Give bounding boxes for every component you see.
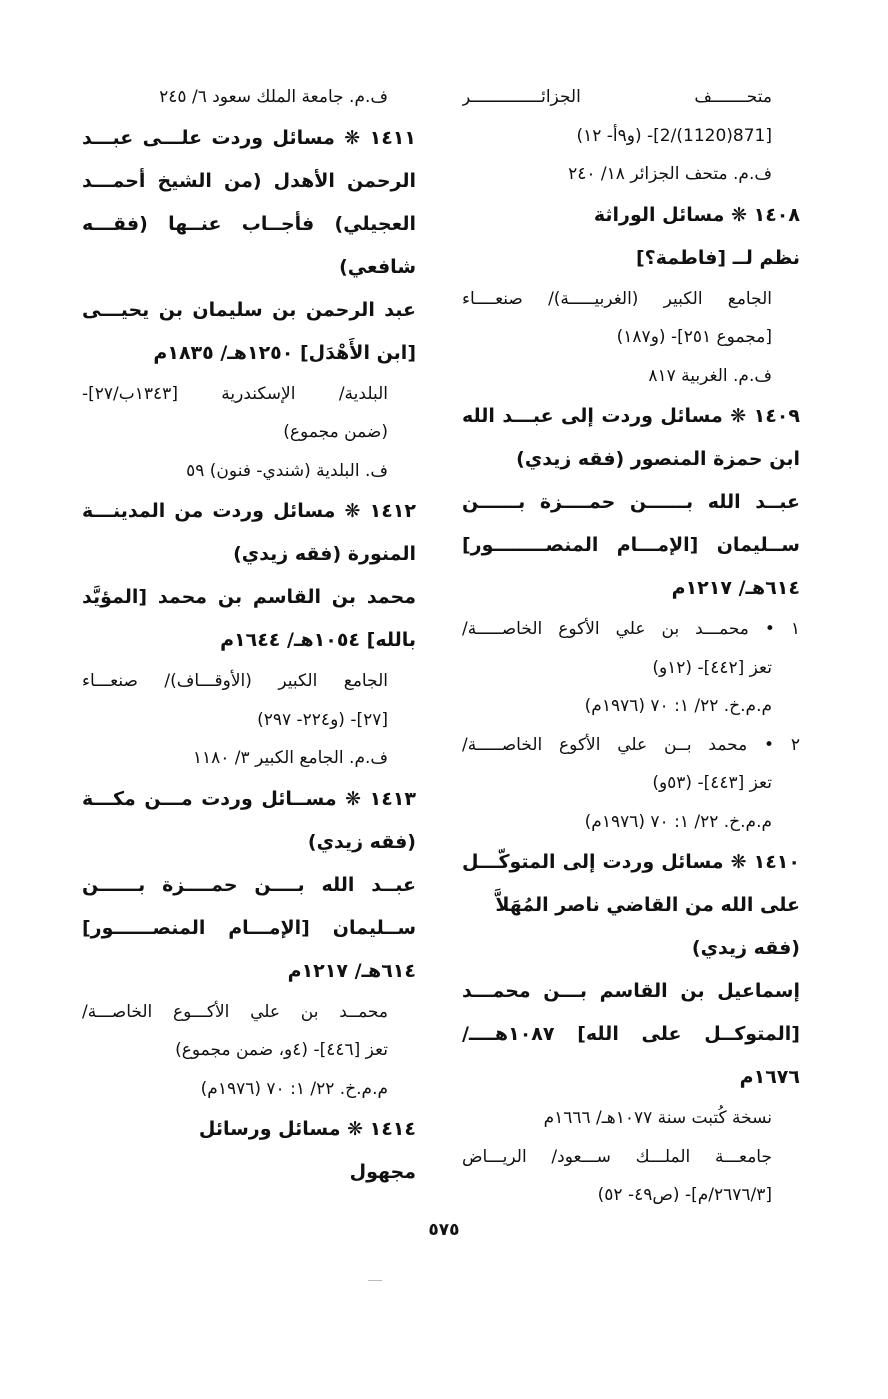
entry-heading-line: محمد بن القاسم بن محمد [المؤيَّد [82, 586, 416, 608]
entry-detail-line: م.م.خ. ٢٢/ ١: ٧٠ (١٩٧٦م) [584, 696, 772, 716]
entry-detail-line: م.م.خ. ٢٢/ ١: ٧٠ (١٩٧٦م) [584, 811, 772, 832]
entry-detail-line: [مجموع ٢٥١]- (و١٨٧) [616, 327, 772, 347]
entry-detail-line: ف. البلدية (شندي- فنون) ٥٩ [186, 460, 388, 481]
entry-heading-line: ١٤١٣ ❋ مســائل وردت مـــن مكـــة [82, 787, 416, 810]
decorative-dash [368, 1280, 382, 1281]
entry-detail-line: الجامع الكبير (الأوقـــاف)/ صنعـــاء [82, 671, 388, 691]
entry-heading-line: ١٤١٢ ❋ مسائل وردت من المدينـــة [82, 500, 416, 522]
entry-detail-line: ف.م. الغربية ٨١٧ [648, 365, 772, 386]
entry-heading-line: نظم لــ [فاطمة؟] [635, 246, 800, 269]
entry-detail-line: ٢ • محمد بــن علي الأكوع الخاصـــــة/ [462, 734, 800, 755]
entry-heading-line: العجيلي) فأجــاب عنــها (فقـــه [82, 212, 416, 235]
left-column [82, 78, 416, 1194]
entry-heading-line: ٦١٤هـ/ ١٢١٧م [287, 959, 416, 982]
page-number: ٥٧٥ [428, 1220, 460, 1240]
entry-heading-line: إسماعيل بن القاسم بـــن محمـــد [462, 980, 800, 1002]
entry-heading-line: ١٤٠٨ ❋ مسائل الوراثة [593, 203, 800, 226]
entry-detail-line: تعز [٤٤٣]- (٥٣و) [652, 773, 772, 793]
entry-heading-line: (فقه زيدي) [307, 830, 416, 853]
entry-detail-line: ف.م. متحف الجزائر ١٨/ ٢٤٠ [568, 164, 772, 184]
entry-heading-line: شافعي) [339, 255, 416, 278]
entry-heading-line: على الله من القاضي ناصر المُهَلاَّ [495, 894, 800, 916]
entry-detail-line: [٢٦٧٦/٣/م]- (ص٤٩- ٥٢) [597, 1185, 772, 1205]
entry-heading-line: ابن حمزة المنصور (فقه زيدي) [516, 448, 800, 470]
entry-heading-line: ســليمان [الإمـــام المنصــــــور] [82, 916, 416, 939]
entry-heading-line: الرحمن الأهدل (من الشيخ أحمـــد [82, 169, 416, 192]
entry-detail-line: تعز [٤٤٢]- (١٢و) [652, 657, 772, 678]
entry-detail-line: البلدية/ الإسكندرية [١٣٤٣ب/٢٧]- [82, 383, 388, 404]
entry-heading-line: [ابن الأَهْدَل] ١٢٥٠هـ/ ١٨٣٥م [153, 341, 416, 364]
entry-detail-line: الجامع الكبير (الغربيـــــة)/ صنعــــاء [462, 288, 772, 309]
entry-heading-line: مجهول [349, 1161, 416, 1183]
entry-detail-line: [871(1120)/2]- (و٩أ- ١٢) [576, 125, 772, 146]
entry-detail-line: جامعـــة الملـــك ســـعود/ الريـــاض [462, 1146, 772, 1167]
entry-heading-line: بالله] ١٠٥٤هـ/ ١٦٤٤م [220, 629, 416, 651]
entry-detail-line: ف.م. الجامع الكبير ٣/ ١١٨٠ [192, 748, 388, 768]
entry-detail-line: ف.م. جامعة الملك سعود ٦/ ٢٤٥ [159, 87, 388, 107]
entry-detail-line: (ضمن مجموع) [283, 422, 388, 442]
entry-detail-line: [٢٧]- (و٢٢٤- ٢٩٧) [257, 709, 388, 730]
entry-heading-line: ٦١٤هـ/ ١٢١٧م [671, 577, 800, 599]
entry-heading-line: عبد الرحمن بن سليمان بن يحيـــى [82, 298, 416, 321]
entry-detail-line: تعز [٤٤٦]- (٤و، ضمن مجموع) [175, 1040, 388, 1060]
entry-heading-line: ١٤٠٩ ❋ مسائل وردت إلى عبـــد الله [462, 405, 800, 427]
entry-heading-line: المنورة (فقه زيدي) [233, 543, 416, 565]
entry-heading-line: عبــد الله بــــن حمــــزة بــــــن [82, 873, 416, 896]
entry-heading-line: عبــد الله بــــــن حمــــزة بــــــن [462, 491, 800, 513]
entry-heading-line: [المتوكــل على الله] ١٠٨٧هــــ/ [462, 1023, 800, 1045]
entry-heading-line: ١٤١١ ❋ مسائل وردت علـــى عبـــد [82, 126, 416, 149]
entry-detail-line: ١ • محمـــد بن علي الأكوع الخاصـــــة/ [462, 619, 800, 639]
entry-heading-line: ١٤١٤ ❋ مسائل ورسائل [198, 1118, 416, 1140]
right-column [462, 78, 800, 1215]
entry-heading-line: (فقه زيدي) [691, 937, 800, 959]
entry-detail-line: م.م.خ. ٢٢/ ١: ٧٠ (١٩٧٦م) [200, 1078, 388, 1099]
entry-heading-line: ١٦٧٦م [739, 1066, 800, 1088]
entry-heading-line: ســليمان [الإمـــام المنصــــــــور] [462, 534, 800, 556]
entry-detail-line: نسخة كُتبت سنة ١٠٧٧هـ/ ١٦٦٦م [543, 1108, 772, 1128]
entry-detail-line: محمــد بن علي الأكـــوع الخاصـــة/ [82, 1001, 388, 1022]
entry-detail-line: متحـــــــف الجزائــــــــــــــر [462, 87, 772, 107]
entry-heading-line: ١٤١٠ ❋ مسائل وردت إلى المتوكّـــل [462, 851, 800, 873]
